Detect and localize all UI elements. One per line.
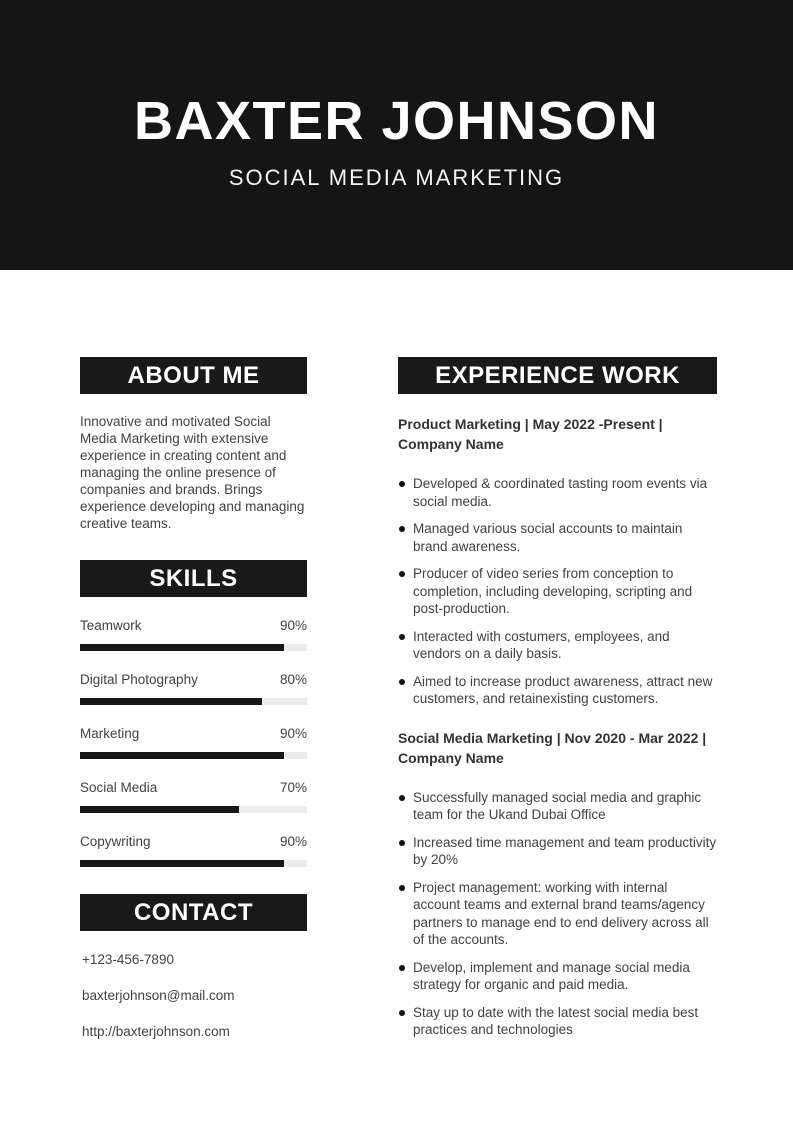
skill-value: 90%	[279, 726, 307, 741]
job-bullet-list	[398, 789, 717, 1039]
job-bullet: Project management: working with internal account teams and external brand teams/agency partners to manage end to end delivery across all of the accounts.	[398, 879, 717, 949]
skills-heading: SKILLS	[80, 560, 307, 597]
contact-section	[80, 894, 307, 1039]
skill-progress-fill	[80, 752, 284, 759]
person-title: SOCIAL MEDIA MARKETING	[228, 165, 565, 191]
header-banner	[0, 0, 793, 270]
job-title: Social Media Marketing | Nov 2020 - Mar 2022 | Company Name	[398, 729, 707, 766]
skill-label: Teamwork	[80, 618, 142, 633]
job-bullet: Interacted with costumers, employees, and vendors on a daily basis.	[398, 628, 717, 663]
skill-progress-track	[80, 752, 307, 759]
skill-progress-track	[80, 698, 307, 705]
skill-label: Marketing	[80, 726, 140, 741]
skill-value: 90%	[279, 618, 307, 633]
skill-progress-fill	[80, 644, 284, 651]
job-bullet: Increased time management and team productivity by 20%	[398, 834, 717, 869]
skill-progress-fill	[80, 860, 284, 867]
skill-value: 80%	[279, 672, 307, 687]
contact-phone: +123-456-7890	[82, 952, 174, 967]
experience-section	[398, 357, 717, 1039]
skill-row	[80, 780, 307, 813]
skill-row	[80, 834, 307, 867]
job-bullet: Develop, implement and manage social media strategy for organic and paid media.	[398, 959, 717, 994]
contact-website: http://baxterjohnson.com	[82, 1024, 230, 1039]
skill-progress-fill	[80, 806, 239, 813]
skill-progress-track	[80, 806, 307, 813]
job-entry	[398, 414, 717, 708]
about-heading: ABOUT ME	[80, 357, 307, 394]
skills-section	[80, 560, 307, 867]
job-bullet: Aimed to increase product awareness, attract new customers, and retainexisting customers.	[398, 673, 717, 708]
about-text: Innovative and motivated Social Media Marketing with extensive experience in creating content and managing the online presence of companies and brands. Brings experience developing and managing creative teams.	[80, 414, 305, 531]
job-bullet: Stay up to date with the latest social media best practices and technologies	[398, 1004, 717, 1039]
skill-row	[80, 726, 307, 759]
skill-label: Digital Photography	[80, 672, 198, 687]
skill-label: Social Media	[80, 780, 158, 795]
job-entry	[398, 728, 717, 1039]
contact-heading: CONTACT	[80, 894, 307, 931]
skill-row	[80, 672, 307, 705]
about-section	[80, 357, 307, 532]
job-bullet: Developed & coordinated tasting room events via social media.	[398, 475, 717, 510]
job-title: Product Marketing | May 2022 -Present | Company Name	[398, 416, 663, 452]
skill-progress-fill	[80, 698, 262, 705]
skill-value: 90%	[279, 834, 307, 849]
skill-value: 70%	[279, 780, 307, 795]
skill-progress-track	[80, 644, 307, 651]
job-bullet: Managed various social accounts to maintain brand awareness.	[398, 520, 717, 555]
job-bullet-list	[398, 475, 717, 708]
contact-email: baxterjohnson@mail.com	[82, 988, 235, 1003]
skill-progress-track	[80, 860, 307, 867]
skill-row	[80, 618, 307, 651]
person-name: BAXTER JOHNSON	[133, 90, 660, 151]
job-bullet: Producer of video series from conception to completion, including developing, scripting and post-production.	[398, 565, 717, 618]
experience-heading: EXPERIENCE WORK	[398, 357, 717, 394]
skill-label: Copywriting	[80, 834, 151, 849]
job-bullet: Successfully managed social media and graphic team for the Ukand Dubai Office	[398, 789, 717, 824]
